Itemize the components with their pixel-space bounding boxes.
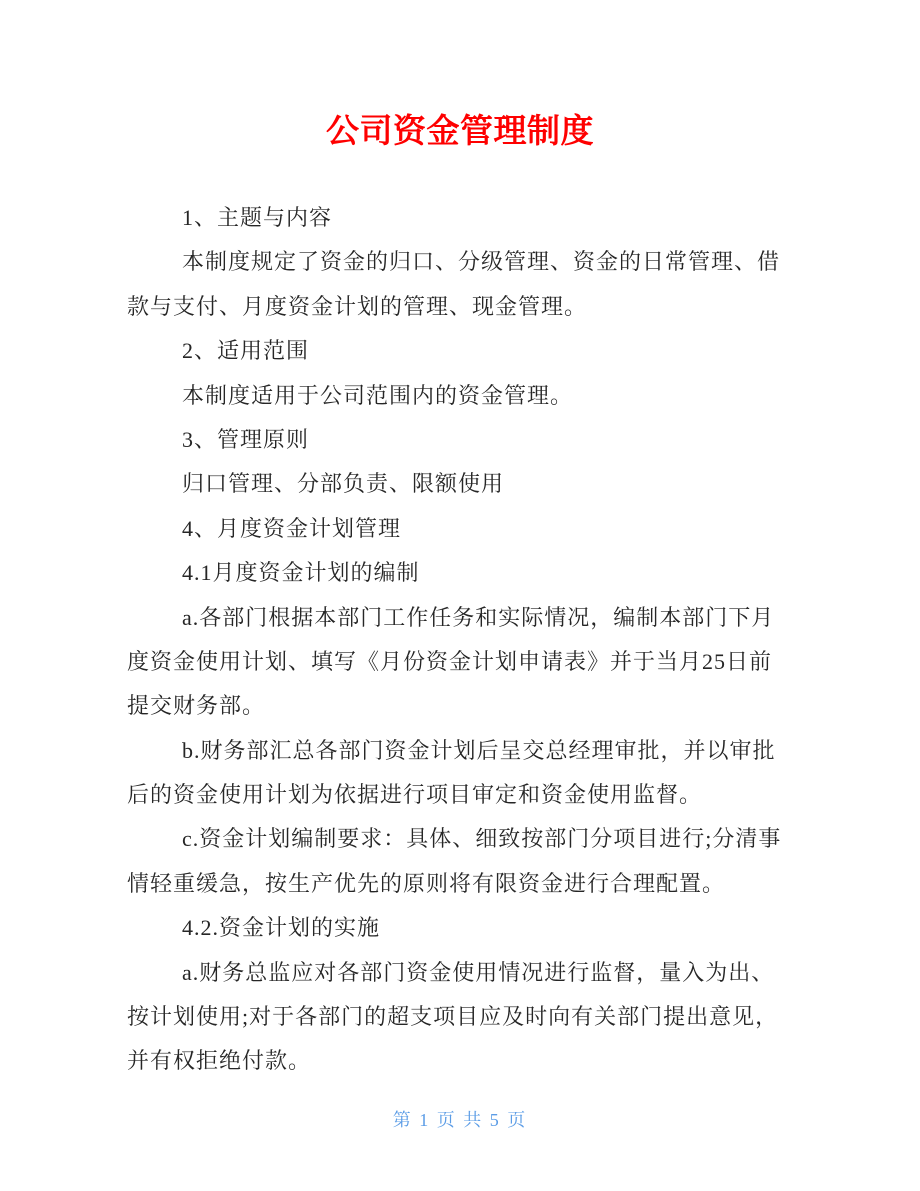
text-line: 度资金使用计划、填写《月份资金计划申请表》并于当月25日前: [127, 648, 773, 674]
text-line: 后的资金使用计划为依据进行项目审定和资金使用监督。: [127, 782, 703, 808]
text-line: a.各部门根据本部门工作任务和实际情况，编制本部门下月: [182, 604, 775, 630]
text-line: 款与支付、月度资金计划的管理、现金管理。: [127, 293, 588, 319]
text-line: 按计划使用;对于各部门的超支项目应及时向有关部门提出意见，: [127, 1004, 779, 1030]
text-line: a.财务总监应对各部门资金使用情况进行监督，量入为出、: [182, 959, 775, 985]
subheading-line: 4.1月度资金计划的编制: [182, 560, 420, 586]
page-footer: [0, 1106, 920, 1134]
document-body: [127, 196, 797, 1084]
text-line: 并有权拒绝付款。: [127, 1048, 312, 1074]
page-number-text: 第 1 页 共 5 页: [392, 1110, 528, 1130]
heading-line: 2、适用范围: [182, 338, 310, 364]
text-line: c.资金计划编制要求：具体、细致按部门分项目进行;分清事: [182, 826, 782, 852]
heading-line: 3、管理原则: [182, 426, 310, 452]
text-line: 归口管理、分部负责、限额使用: [182, 471, 505, 497]
heading-line: 4、月度资金计划管理: [182, 515, 402, 541]
text-line: 本制度规定了资金的归口、分级管理、资金的日常管理、借: [182, 249, 781, 275]
heading-line: 1、主题与内容: [182, 205, 333, 230]
document-title: 公司资金管理制度: [326, 112, 594, 149]
text-line: b.财务部汇总各部门资金计划后呈交总经理审批，并以审批: [182, 737, 776, 763]
text-line: 提交财务部。: [127, 693, 266, 719]
subheading-line: 4.2.资金计划的实施: [182, 915, 381, 941]
text-line: 情轻重缓急，按生产优先的原则将有限资金进行合理配置。: [127, 870, 726, 896]
text-line: 本制度适用于公司范围内的资金管理。: [182, 382, 574, 408]
